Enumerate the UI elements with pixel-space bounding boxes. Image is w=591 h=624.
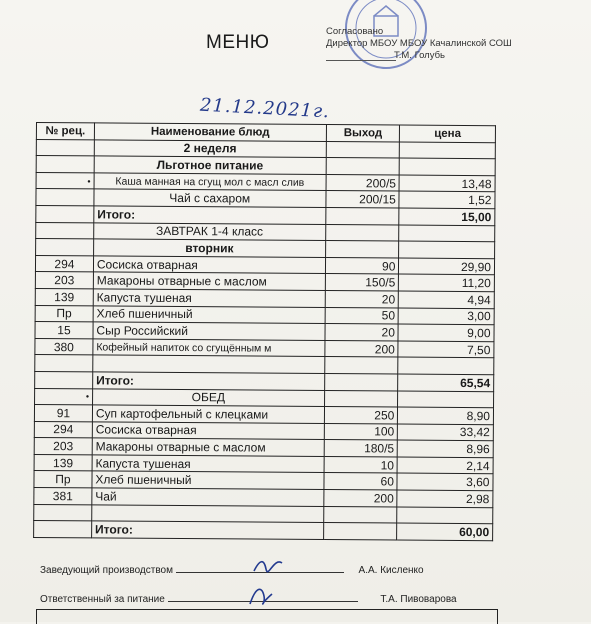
cell-dish: Итого: bbox=[94, 206, 326, 224]
cell-dish: Хлеб пшеничный bbox=[92, 471, 324, 489]
cell-portion bbox=[326, 141, 400, 158]
approval-block bbox=[326, 26, 512, 62]
cell-recipe: 15 bbox=[35, 322, 93, 339]
cell-dish: Капуста тушеная bbox=[93, 289, 325, 307]
menu-table bbox=[33, 122, 496, 541]
cell-portion: 150/5 bbox=[325, 274, 399, 291]
cell-dish: Сосиска отварная bbox=[93, 256, 325, 274]
cell-portion bbox=[325, 241, 399, 258]
cell-price bbox=[399, 241, 495, 258]
cell-recipe bbox=[36, 205, 94, 222]
cell-dish: Хлеб пшеничный bbox=[93, 305, 325, 323]
cell-recipe: 91 bbox=[34, 405, 92, 422]
cell-portion: 60 bbox=[324, 473, 398, 490]
manager-signature-icon bbox=[252, 555, 286, 581]
cell-dish bbox=[93, 355, 325, 373]
cell-portion bbox=[324, 373, 398, 390]
manager-name: А.А. Кисленко bbox=[358, 565, 424, 576]
cell-price bbox=[400, 142, 496, 159]
cell-price bbox=[398, 391, 494, 408]
cell-recipe bbox=[36, 156, 94, 173]
cell-dish: Капуста тушеная bbox=[92, 455, 324, 473]
cell-recipe bbox=[36, 189, 94, 206]
cell-portion: 20 bbox=[325, 290, 399, 307]
cell-price bbox=[398, 357, 494, 374]
cell-dish: Сыр Российский bbox=[93, 322, 325, 340]
col-header-dish: Наименование блюд bbox=[94, 123, 326, 141]
cell-price: 13,48 bbox=[399, 175, 495, 192]
cell-price: 8,90 bbox=[398, 407, 494, 424]
cell-portion: 50 bbox=[325, 307, 399, 324]
cell-dish: ЗАВТРАК 1-4 класс bbox=[94, 222, 326, 240]
approval-underline bbox=[326, 60, 396, 61]
cell-portion bbox=[323, 506, 397, 523]
cell-portion bbox=[325, 207, 399, 224]
cell-dish: Итого: bbox=[93, 372, 325, 390]
cell-dish: ОБЕД bbox=[92, 388, 324, 406]
cell-price: 11,20 bbox=[399, 274, 495, 291]
cell-recipe: 380 bbox=[35, 338, 93, 355]
approval-director: Директор МБОУ МБОУ Качалинской СОШ bbox=[326, 38, 512, 49]
cell-recipe: 381 bbox=[34, 488, 92, 505]
col-header-price: цена bbox=[400, 125, 496, 142]
cell-recipe: Пр bbox=[35, 305, 93, 322]
cell-dish: Льготное питание bbox=[94, 156, 326, 174]
cell-portion: 200 bbox=[324, 340, 398, 357]
cell-recipe bbox=[35, 355, 93, 372]
handwritten-date: 21.12.2021г. bbox=[199, 94, 331, 123]
cell-portion: 200/15 bbox=[326, 191, 400, 208]
cell-portion: 200/5 bbox=[326, 174, 400, 191]
page-title: МЕНЮ bbox=[206, 32, 270, 53]
col-header-portion: Выход bbox=[326, 125, 400, 142]
cell-dish: Чай bbox=[92, 488, 324, 506]
cell-recipe bbox=[35, 371, 93, 388]
cell-portion: 10 bbox=[324, 456, 398, 473]
cell-dish: Сосиска отварная bbox=[92, 422, 324, 440]
cell-price bbox=[400, 158, 496, 175]
cell-portion: 180/5 bbox=[324, 440, 398, 457]
cell-price bbox=[399, 225, 495, 242]
cell-recipe: 294 bbox=[34, 421, 92, 438]
responsible-label: Ответственный за питание bbox=[40, 594, 165, 605]
cell-dish: Каша манная на сгущ мол с масл слив bbox=[94, 173, 326, 191]
cell-dish: Чай с сахаром bbox=[94, 189, 326, 207]
cell-portion bbox=[325, 224, 399, 241]
cell-price: 29,90 bbox=[399, 258, 495, 275]
cell-price: 60,00 bbox=[397, 523, 493, 540]
cell-price: 4,94 bbox=[399, 291, 495, 308]
cell-recipe: Пр bbox=[34, 471, 92, 488]
cell-price: 7,50 bbox=[398, 341, 494, 358]
cell-price: 8,96 bbox=[398, 440, 494, 457]
cell-recipe bbox=[36, 222, 94, 239]
cell-portion: 100 bbox=[324, 423, 398, 440]
cell-price: 65,54 bbox=[398, 374, 494, 391]
cell-dish bbox=[92, 505, 324, 523]
responsible-name: Т.А. Пивоварова bbox=[380, 594, 457, 605]
cell-price: 2,98 bbox=[397, 490, 493, 507]
cell-price: 3,60 bbox=[397, 474, 493, 491]
cell-portion bbox=[323, 523, 397, 540]
cell-recipe: • bbox=[36, 172, 94, 189]
cell-recipe: 139 bbox=[35, 288, 93, 305]
cell-portion bbox=[324, 390, 398, 407]
cell-dish: 2 неделя bbox=[94, 140, 326, 158]
cell-price: 3,00 bbox=[399, 308, 495, 325]
cell-recipe: 203 bbox=[34, 438, 92, 455]
cell-recipe: 139 bbox=[34, 454, 92, 471]
cell-recipe bbox=[34, 504, 92, 521]
cell-recipe bbox=[36, 239, 94, 256]
cell-price: 9,00 bbox=[398, 324, 494, 341]
manager-label: Заведующий производством bbox=[40, 565, 173, 576]
cell-dish: вторник bbox=[93, 239, 325, 257]
cell-portion: 200 bbox=[323, 490, 397, 507]
cell-price: 33,42 bbox=[398, 424, 494, 441]
table-row bbox=[34, 521, 493, 541]
approval-line: Согласовано bbox=[326, 26, 384, 37]
cell-portion bbox=[324, 357, 398, 374]
cell-price: 1,52 bbox=[399, 191, 495, 208]
approval-name: Т.М. Голубь bbox=[394, 50, 445, 61]
cell-portion bbox=[326, 158, 400, 175]
cell-price: 2,14 bbox=[397, 457, 493, 474]
cell-price: 15,00 bbox=[399, 208, 495, 225]
cell-portion: 20 bbox=[325, 324, 399, 341]
cell-dish: Макароны отварные с маслом bbox=[93, 272, 325, 290]
cell-dish: Кофейный напиток со сгущённым м bbox=[93, 339, 325, 357]
cell-recipe: 203 bbox=[35, 272, 93, 289]
cell-portion: 90 bbox=[325, 257, 399, 274]
cell-portion: 250 bbox=[324, 407, 398, 424]
cell-price bbox=[397, 507, 493, 524]
cell-recipe: 294 bbox=[35, 255, 93, 272]
col-header-recipe: № рец. bbox=[36, 123, 94, 140]
cell-dish: Суп картофельный с клецками bbox=[92, 405, 324, 423]
cell-recipe bbox=[36, 139, 94, 156]
cell-recipe bbox=[34, 521, 92, 538]
cell-recipe: • bbox=[35, 388, 93, 405]
cell-dish: Макароны отварные с маслом bbox=[92, 438, 324, 456]
cell-dish: Итого: bbox=[92, 521, 324, 539]
